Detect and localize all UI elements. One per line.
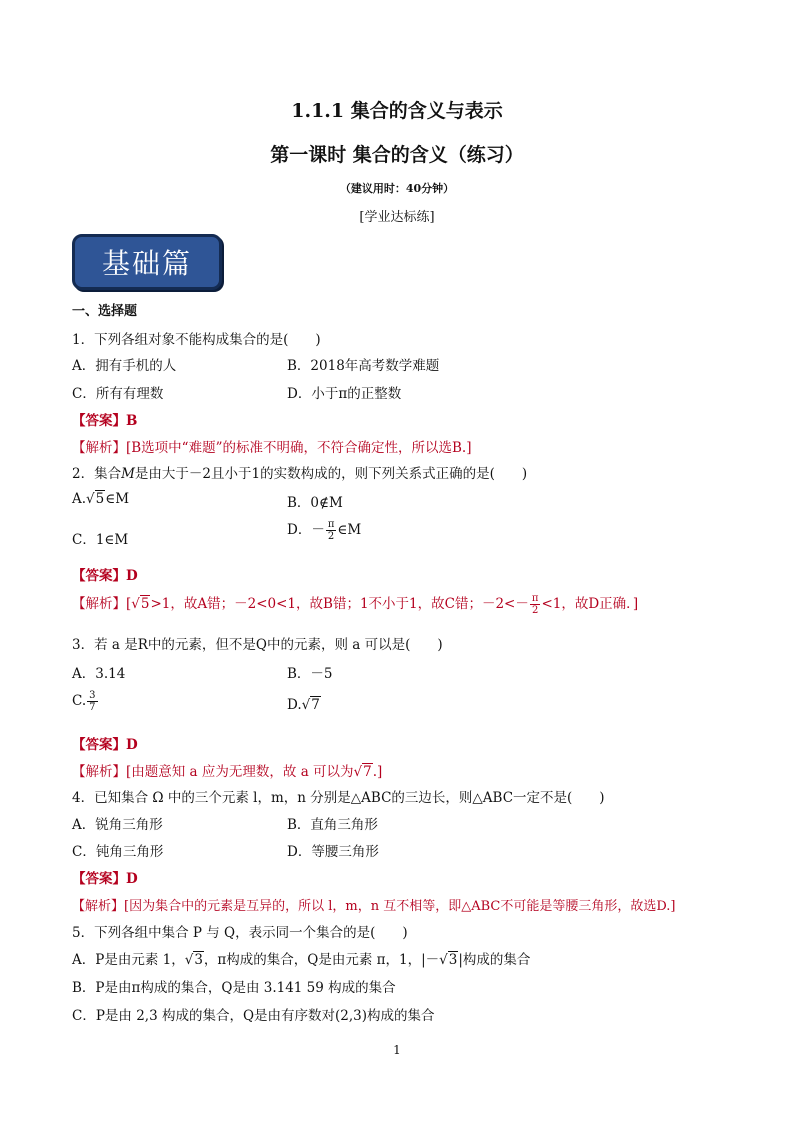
q5-stem: 5．下列各组中集合 P 与 Q，表示同一个集合的是( ) (72, 925, 408, 941)
q1-answer: 【答案】B (72, 413, 138, 429)
q1-stem: 1．下列各组对象不能构成集合的是( ) (72, 332, 321, 348)
q2-option-c: C．1∈M (72, 532, 129, 548)
q4-option-a: A．锐角三角形 (72, 817, 163, 833)
q3-option-a: A．3.14 (72, 666, 126, 682)
q4-option-c: C．钝角三角形 (72, 844, 164, 860)
q3-option-c: C. $\frac{3}{7}$ (72, 690, 96, 713)
q1-option-b: B．2018年高考数学难题 (287, 358, 440, 374)
q4-explanation: 【解析】[因为集合中的元素是互异的，所以 l，m，n 互不相等，即△ABC不可能是等腰三角形，故选D.] (72, 899, 676, 914)
q4-answer: 【答案】D (72, 871, 138, 887)
q1-option-c: C．所有有理数 (72, 386, 164, 402)
q2-explanation: 【解析】[√5>1，故A错；－2<0<1，故B错；1不小于1，故C错；－2<－ $\frac{\pi}{2}$ <1，故D正确．] (72, 593, 639, 616)
q5-option-c: C．P是由 2,3 构成的集合，Q是由有序数对(2,3)构成的集合 (72, 1008, 435, 1024)
q4-stem: 4．已知集合 Ω 中的三个元素 l，m，n 分别是△ABC的三边长，则△ABC一定不是( ) (72, 790, 605, 806)
q2-answer: 【答案】D (72, 568, 138, 584)
q1-explanation: 【解析】[B选项中“难题”的标准不明确，不符合确定性，所以选B.] (72, 440, 472, 456)
q1-option-d: D．小于π的正整数 (287, 386, 402, 402)
q1-option-a: A．拥有手机的人 (72, 358, 177, 374)
q3-option-b: B．－5 (287, 666, 333, 682)
q2-option-a: A.√5∈M (72, 491, 130, 507)
page-title: 1.1.1 集合的含义与表示 (291, 100, 503, 122)
section-heading: 一、选择题 (72, 304, 138, 319)
q5-option-a: A．P是由元素 1，√3，π构成的集合，Q是由元素 π，1，|－√3|构成的集合 (72, 952, 531, 968)
page-subtitle: 第一课时 集合的含义（练习） (270, 144, 524, 166)
basic-section-badge: 基础篇 (72, 234, 222, 290)
q3-answer: 【答案】D (72, 737, 138, 753)
practice-label: [学业达标练] (359, 210, 435, 225)
q4-option-b: B．直角三角形 (287, 817, 378, 833)
q5-option-b: B．P是由π构成的集合，Q是由 3.141 59 构成的集合 (72, 980, 396, 996)
page-number: 1 (393, 1043, 401, 1057)
q2-option-b: B．0∉M (287, 495, 343, 511)
q2-option-d: D．－ $\frac{\pi}{2}$ ∈M (287, 519, 362, 542)
q4-option-d: D．等腰三角形 (287, 844, 379, 860)
q3-explanation: 【解析】[由题意知 a 应为无理数，故 a 可以为√7.] (72, 764, 383, 780)
q2-stem: 2．集合M是由大于－2且小于1的实数构成的，则下列关系式正确的是( ) (72, 466, 528, 482)
q3-option-d: D.√7 (287, 697, 320, 713)
time-note: （建议用时：40分钟） (339, 182, 455, 195)
q3-stem: 3．若 a 是R中的元素，但不是Q中的元素，则 a 可以是( ) (72, 637, 443, 653)
